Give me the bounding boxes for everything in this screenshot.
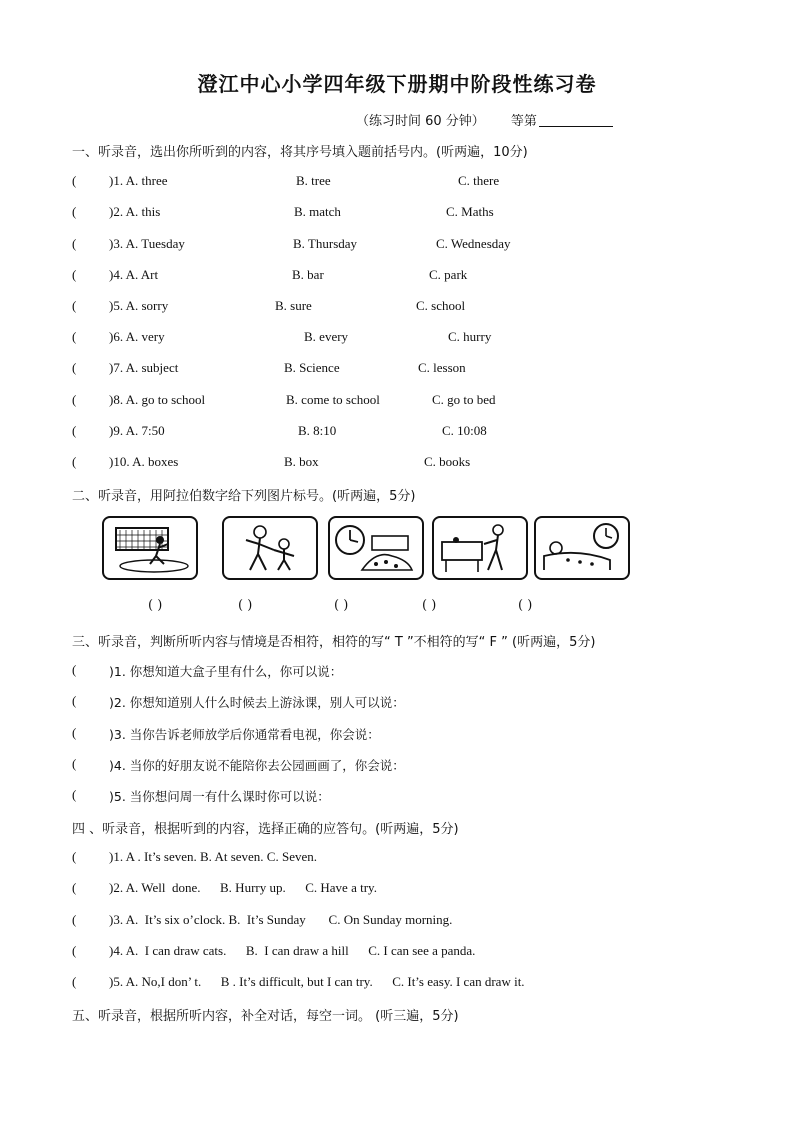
answer-paren[interactable]: ( <box>72 662 77 677</box>
picture-clock-bed <box>328 516 424 580</box>
exam-page: 澄江中心小学四年级下册期中阶段性练习卷 （练习时间 60 分钟） 等第 一、听录音，选出你所听到的内容，将其序号填入题前括号内。(听两遍，10分) ( )1. A. three B. tree C. there ( )2. A. this B. match C. Maths ( )3. A. Tuesday B. Thursday C. Wednesday ( )4. A. Art B. bar C. park ( )5. A. sorry B. sure C. school ( )6. A. very B. every C. hurry ( )7. A. subject B. Science C. lesson ( )8. A. go to school B. come to school C. go to bed ( )9. A. 7:50 B. 8:10 C. 10:08 ( )10. A. boxes B. box C. books 二、听录音，用阿拉伯数字给下列图片标号。(听两遍，5分) ( ) ( ) ( ) ( ) ( ) 三、听录音，判断所听内容与情境是否相符，相符的写“ T ”不相符的写“ F ” (听两遍，5分) ( )1. 你想知道大盒子里有什么，你可以说： ( )2. 你想知道别人什么时候去上游泳课，别人可以说： ( )3. 当你告诉老师放学后你通常看电视，你会说： ( )4. 当你的好朋友说不能陪你去公园画画了，你会说： ( )5. 当你想问周一有什么课时你可以说： 四 、听录音，根据听到的内容，选择正确的应答句。(听两遍，5分) ( )1. A . It’s seven. B. At seven. C. Seven. ( )2. A. Well done. B. Hurry up. C. Have a try. ( )3. A. It’s six o’clock. B. It’s Sunday C. On Sunday morning. ( )4. A. I can draw cats. B. I can draw a hill C. I can see a panda. ( )5. A. No,I don’ t. B . It’s difficult, but I can try. C. It’s easy. I can draw it. 五、听录音，根据所听内容，补全对话，每空一词。 (听三遍，5分) <box>0 0 794 1123</box>
picture-blank-4[interactable]: ( ) <box>422 598 437 613</box>
time-limit: （练习时间 60 分钟） <box>356 114 485 129</box>
answer-paren[interactable]: ( <box>72 974 77 989</box>
section-1-heading: 一、听录音，选出你所听到的内容，将其序号填入题前括号内。(听两遍，10分) <box>72 145 528 160</box>
answer-paren[interactable]: ( <box>72 173 77 188</box>
picture-blank-1[interactable]: ( ) <box>148 598 163 613</box>
picture-answer-blanks <box>0 598 794 616</box>
picture-two-children <box>222 516 318 580</box>
answer-paren[interactable]: ( <box>72 912 77 927</box>
picture-children-table <box>432 516 528 580</box>
answer-paren[interactable]: ( <box>72 693 77 708</box>
grade-label: 等第 <box>510 114 537 129</box>
answer-paren[interactable]: ( <box>72 880 77 895</box>
answer-paren[interactable]: ( <box>72 267 77 282</box>
picture-blank-5[interactable]: ( ) <box>518 598 533 613</box>
picture-blank-3[interactable]: ( ) <box>334 598 349 613</box>
answer-paren[interactable]: ( <box>72 725 77 740</box>
page-title: 澄江中心小学四年级下册期中阶段性练习卷 <box>197 72 597 96</box>
answer-paren[interactable]: ( <box>72 756 77 771</box>
grade-blank[interactable] <box>539 114 613 127</box>
exam-subtitle <box>356 110 613 129</box>
answer-paren[interactable]: ( <box>72 943 77 958</box>
section-4-heading: 四 、听录音，根据听到的内容，选择正确的应答句。(听两遍，5分) <box>72 822 459 837</box>
section-3-heading: 三、听录音，判断所听内容与情境是否相符，相符的写“ T ”不相符的写“ F ” (听两遍，5分) <box>72 635 596 650</box>
answer-paren[interactable]: ( <box>72 298 77 313</box>
section-2-heading: 二、听录音，用阿拉伯数字给下列图片标号。(听两遍，5分) <box>72 489 416 504</box>
section-5-heading: 五、听录音，根据所听内容，补全对话，每空一词。 (听三遍，5分) <box>72 1009 459 1024</box>
answer-paren[interactable]: ( <box>72 392 77 407</box>
answer-paren[interactable]: ( <box>72 329 77 344</box>
picture-football-goal <box>102 516 198 580</box>
answer-paren[interactable]: ( <box>72 849 77 864</box>
picture-sleeping-clock <box>534 516 630 580</box>
answer-paren[interactable]: ( <box>72 360 77 375</box>
picture-row <box>102 516 622 582</box>
picture-blank-2[interactable]: ( ) <box>238 598 253 613</box>
answer-paren[interactable]: ( <box>72 236 77 251</box>
answer-paren[interactable]: ( <box>72 423 77 438</box>
answer-paren[interactable]: ( <box>72 454 77 469</box>
answer-paren[interactable]: ( <box>72 204 77 219</box>
answer-paren[interactable]: ( <box>72 787 77 802</box>
